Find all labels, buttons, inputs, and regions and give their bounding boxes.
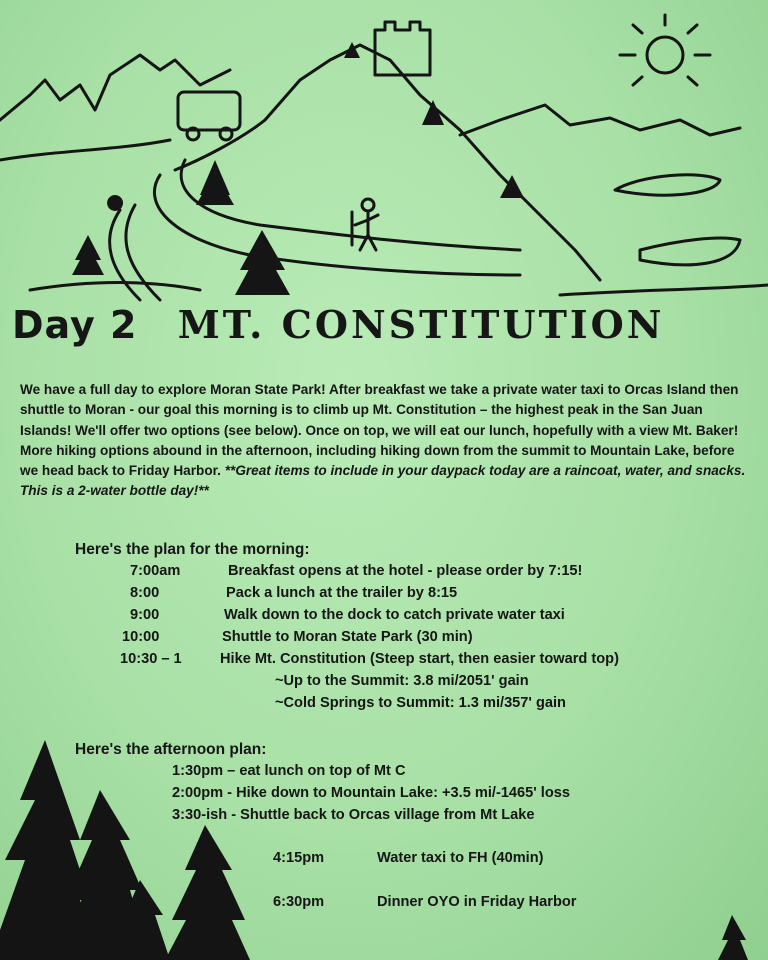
schedule-activity: Hike Mt. Constitution (Steep start, then easier toward top) — [220, 651, 619, 667]
intro-paragraph — [20, 380, 752, 502]
page-title — [12, 302, 752, 347]
schedule-activity: Shuttle to Moran State Park (30 min) — [222, 629, 473, 645]
day-label: Day 2 — [12, 303, 138, 347]
schedule-time: 10:00 — [122, 629, 160, 645]
forest-illustration — [0, 730, 768, 960]
evening-activity: Dinner OYO in Friday Harbor — [377, 894, 577, 910]
schedule-time: 10:30 – 1 — [120, 651, 182, 667]
schedule-activity: Walk down to the dock to catch private water taxi — [224, 607, 565, 623]
packing-note: **Great items to include in your daypack today are a raincoat, water, and snacks. This is a 2-water bottle day!** — [20, 463, 746, 499]
evening-activity: Water taxi to FH (40min) — [377, 850, 544, 866]
hike-option: ~Up to the Summit: 3.8 mi/2051' gain — [275, 673, 529, 689]
afternoon-item: 3:30-ish - Shuttle back to Orcas village from Mt Lake — [172, 807, 535, 823]
afternoon-heading: Here's the afternoon plan: — [75, 741, 267, 758]
morning-heading: Here's the plan for the morning: — [75, 541, 310, 558]
mountain-illustration — [0, 0, 768, 310]
afternoon-item: 2:00pm - Hike down to Mountain Lake: +3.5 mi/-1465' loss — [172, 785, 571, 801]
schedule-activity: Pack a lunch at the trailer by 8:15 — [226, 585, 458, 601]
evening-time: 6:30pm — [273, 894, 325, 910]
afternoon-item: 1:30pm – eat lunch on top of Mt C — [172, 763, 406, 779]
location-title: MT. CONSTITUTION — [177, 302, 665, 347]
intro-text: We have a full day to explore Moran State Park! After breakfast we take a private water taxi to Orcas Island then shuttle to Moran - our goal this morning is to climb up Mt. Constitution – the highest peak in the San Juan Islands! We'll offer two options (see below). Once on top, we will eat our lunch, hopefully with a view Mt. Baker! More hiking options abound in the afternoon, including hiking down from the summit to Mountain Lake, before we head back to Friday Harbor. — [20, 382, 739, 479]
schedule-time: 7:00am — [130, 563, 181, 579]
hike-option: ~Cold Springs to Summit: 1.3 mi/357' gain — [275, 695, 566, 711]
schedule-activity: Breakfast opens at the hotel - please order by 7:15! — [228, 563, 583, 579]
evening-time: 4:15pm — [273, 850, 325, 866]
schedule-time: 8:00 — [130, 585, 160, 601]
schedule-time: 9:00 — [130, 607, 160, 623]
